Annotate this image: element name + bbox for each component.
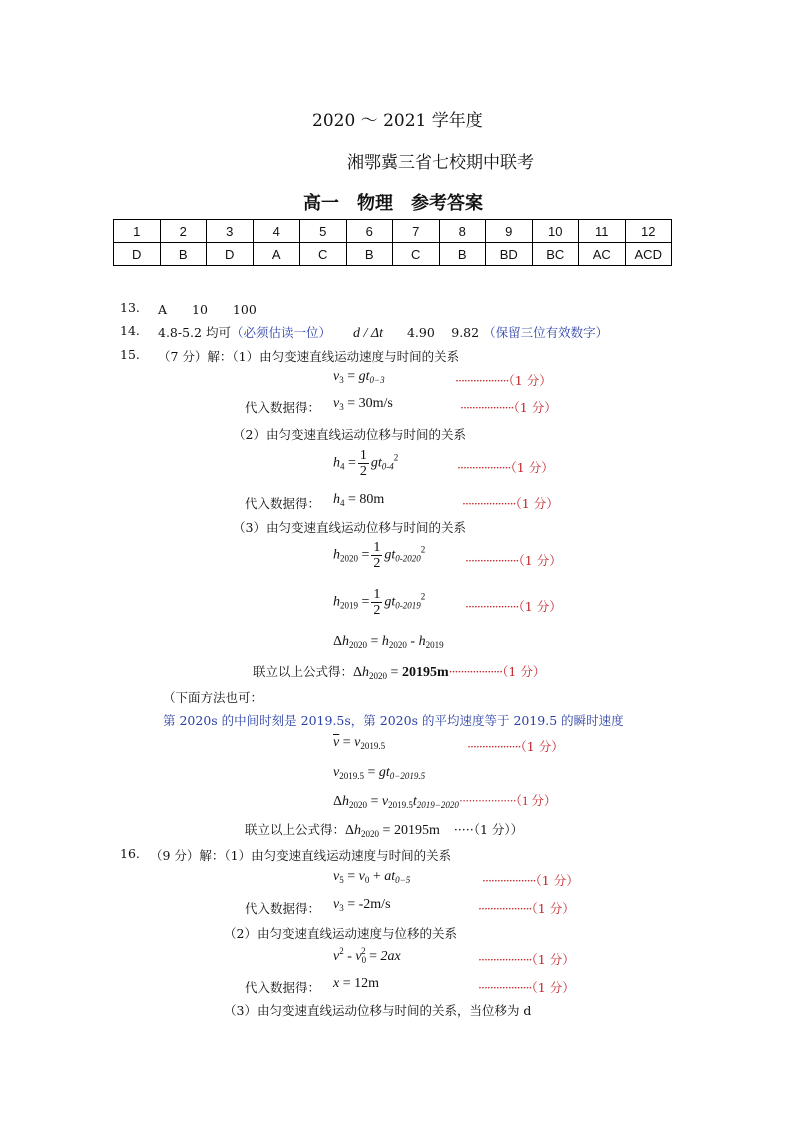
- q16-score-3: ··················（1 分）: [478, 952, 575, 967]
- q15-alt-note: 第 2020s 的中间时刻是 2019.5s，第 2020s 的平均速度等于 2019.5 的瞬时速度: [163, 713, 624, 728]
- q15-score-5: ··················（1 分）: [465, 553, 562, 568]
- q15-eq-v3: $v_3 = gt_{0-3}$: [333, 369, 385, 385]
- q15-eq-h2020: $h_{2020}$ = $\frac{1}{2}$ $gt_{0-2020}^2$: [333, 540, 426, 571]
- q15-header: （7 分）解：（1）由匀变速直线运动速度与时间的关系: [158, 349, 460, 364]
- q14-number: 14.: [120, 323, 140, 338]
- table-cell: ACD: [625, 243, 672, 266]
- title-exam: 湘鄂冀三省七校期中联考: [347, 153, 534, 173]
- table-cell: 12: [625, 220, 672, 243]
- q15-eq-h4: $h_4$ = $\frac{1}{2}$ $gt_{0-4}^2$: [333, 448, 399, 479]
- q15-score-4: ··················（1 分）: [462, 496, 559, 511]
- q15-alt-header: （下面方法也可：: [163, 690, 264, 705]
- q15-combine-alt: 联立以上公式得：$\Delta h_{2020} = 20195m \cdot\cdot\cdot\cdot\cdot(1$ 分））: [245, 822, 524, 839]
- q16-score-4: ··················（1 分）: [478, 980, 575, 995]
- q15-eq-delta-h-alt: $\Delta h_{2020} = v_{2019.5}t_{2019-2020}\cdot\cdot\cdot\cdot\cdot\cdot\cdot\cdot\cdot\cdot\cdot\cdot\cdot\cdot\cdot\cdot\cdot\cdot(1$ 分）: [333, 794, 557, 810]
- table-cell: C: [393, 243, 440, 266]
- q15-score-1: ··················（1 分）: [455, 373, 552, 388]
- q15-eq-delta-h: $\Delta h_{2020} = h_{2020} - h_{2019}$: [333, 634, 444, 650]
- table-cell: D: [114, 243, 161, 266]
- table-cell: BC: [532, 243, 579, 266]
- q13-number: 13.: [120, 300, 140, 315]
- q16-part3: （3）由匀变速直线运动位移与时间的关系，当位移为 d: [224, 1003, 532, 1018]
- table-cell: 10: [532, 220, 579, 243]
- table-cell: B: [439, 243, 486, 266]
- table-cell: AC: [579, 243, 626, 266]
- answer-table-answer-row: [114, 243, 672, 266]
- table-cell: 3: [207, 220, 254, 243]
- table-cell: 6: [346, 220, 393, 243]
- table-cell: 8: [439, 220, 486, 243]
- q16-eq-x-value: x = 12m: [333, 976, 380, 991]
- title-subject: 高一 物理 参考答案: [303, 193, 483, 214]
- table-cell: 7: [393, 220, 440, 243]
- q14-note-sigfig: （保留三位有效数字）: [483, 325, 609, 340]
- table-cell: BD: [486, 243, 533, 266]
- q16-eq-v5: $v_5 = v_0 + at_{0-5}$: [333, 869, 411, 885]
- q14-note-estimate: （必须估读一位）: [230, 325, 331, 340]
- table-cell: 2: [160, 220, 207, 243]
- q15-score-7: ··················（1 分）: [467, 739, 564, 754]
- q15-eq-v3-value: $v_3 = 30m/s$: [333, 396, 393, 412]
- q15-part2: （2）由匀变速直线运动位移与时间的关系: [233, 427, 466, 442]
- q15-sub-label-1: 代入数据得：: [245, 400, 321, 415]
- q15-part3: （3）由匀变速直线运动位移与时间的关系: [233, 520, 466, 535]
- q15-score-3: ··················（1 分）: [457, 460, 554, 475]
- q16-header: （9 分）解：（1）由匀变速直线运动速度与时间的关系: [150, 848, 452, 863]
- table-cell: C: [300, 243, 347, 266]
- q16-score-1: ··················（1 分）: [482, 873, 579, 888]
- q16-score-2: ··················（1 分）: [478, 901, 575, 916]
- q15-eq-h2019: $h_{2019}$ = $\frac{1}{2}$ $gt_{0-2019}^2$: [333, 587, 426, 618]
- title-year: 2020 ～ 2021 学年度: [312, 111, 483, 131]
- table-cell: 11: [579, 220, 626, 243]
- q15-combine: 联立以上公式得：$\Delta h_{2020} = 20195m\cdot\cdot\cdot\cdot\cdot\cdot\cdot\cdot\cdot\cdot\cdot\cdot\cdot\cdot\cdot\cdot\cdot\cdot(1$ 分）: [253, 664, 546, 681]
- q16-sub-label-1: 代入数据得：: [245, 901, 321, 916]
- table-cell: 9: [486, 220, 533, 243]
- answer-table: [113, 219, 672, 266]
- q16-part2: （2）由匀变速直线运动速度与位移的关系: [224, 926, 457, 941]
- table-cell: 4: [253, 220, 300, 243]
- q13-answer: A 10 100: [158, 302, 257, 317]
- q16-eq-v3-value: $v_3 = -2m/s$: [333, 897, 391, 913]
- table-cell: 5: [300, 220, 347, 243]
- table-cell: B: [160, 243, 207, 266]
- table-cell: A: [253, 243, 300, 266]
- q14-formula: d / Δt: [352, 326, 383, 341]
- q15-score-2: ··················（1 分）: [460, 400, 557, 415]
- q15-eq-h4-value: $h_4 = 80m$: [333, 492, 385, 508]
- q15-eq-avg-v: $\overline{v} = v_{2019.5}$: [333, 735, 386, 751]
- answer-table-number-row: [114, 220, 672, 243]
- table-cell: D: [207, 243, 254, 266]
- q15-eq-v2019: $v_{2019.5} = gt_{0-2019.5}$: [333, 765, 426, 781]
- q16-number: 16.: [120, 846, 140, 861]
- table-cell: 1: [114, 220, 161, 243]
- q15-score-6: ··················（1 分）: [465, 599, 562, 614]
- q14-range: 4.8-5.2 均可: [158, 325, 231, 340]
- q14-values: 4.90 9.82: [406, 325, 480, 340]
- q14-line: [158, 323, 608, 342]
- q16-sub-label-2: 代入数据得：: [245, 980, 321, 995]
- q15-sub-label-2: 代入数据得：: [245, 496, 321, 511]
- table-cell: B: [346, 243, 393, 266]
- q15-number: 15.: [120, 347, 140, 362]
- q16-eq-v-squared: $v^2 - v_0^2 = 2ax$: [333, 946, 401, 965]
